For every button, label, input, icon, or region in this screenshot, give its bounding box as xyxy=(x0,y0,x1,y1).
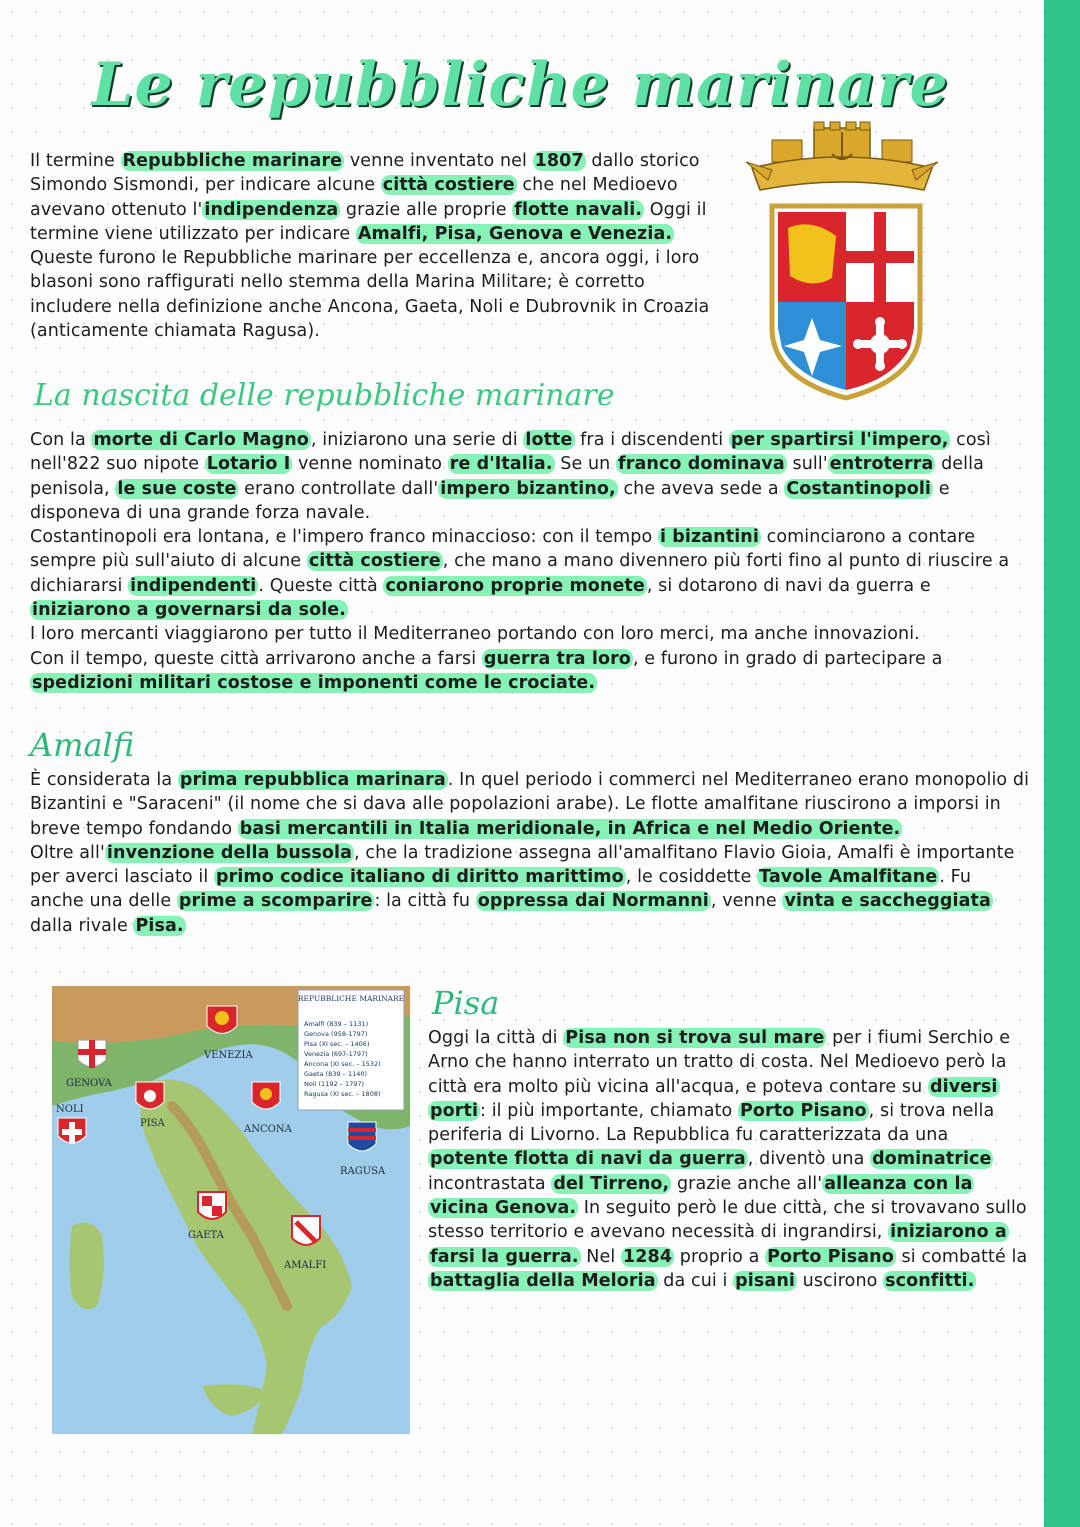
body-text: che aveva sede a xyxy=(617,478,785,499)
body-text: : la città fu xyxy=(374,891,476,912)
body-text: I loro mercanti viaggiarono per tutto il Mediterraneo portando con loro merci, ma anche innovazioni. xyxy=(30,624,920,645)
body-text: , diventò una xyxy=(747,1149,871,1170)
highlighted-text: alleanza con la vicina Genova. xyxy=(430,1173,973,1219)
body-text: . Fu anche una delle xyxy=(30,867,972,912)
svg-text:NOLI: NOLI xyxy=(56,1104,84,1115)
body-text: Se un xyxy=(554,454,617,475)
intro-paragraph xyxy=(30,149,715,343)
body-text: uscirono xyxy=(796,1270,884,1291)
map-maritime-republics xyxy=(52,986,410,1434)
body-text: : il più importante, chiamato xyxy=(480,1100,738,1121)
amalfi-paragraph xyxy=(30,768,1030,938)
body-text: venne inventato nel xyxy=(344,151,533,171)
body-text: dallo storico Simondo Sismondi, per indicare alcune xyxy=(30,151,700,196)
legend-item: Pisa (XI sec. – 1406) xyxy=(304,1040,370,1048)
highlighted-text: flotte navali. xyxy=(514,199,643,220)
body-text: , si trova nella periferia di Livorno. La Repubblica fu caratterizzata da una xyxy=(428,1100,995,1146)
highlighted-text: Amalfi, Pisa, Genova e Venezia. xyxy=(357,223,673,244)
naval-crown xyxy=(746,122,938,190)
body-text: che nel Medioevo avevano ottenuto l' xyxy=(30,175,678,220)
body-text: . In quel periodo i commerci nel Mediterraneo erano monopolio di Bizantini e "Saraceni" (il nome che si dava alle popolazioni arabe). Le flotte amalfitane riuscirono a imporsi in breve tempo fondando xyxy=(30,770,1030,839)
highlighted-text: indipendenza xyxy=(204,199,339,220)
body-text: grazie alle proprie xyxy=(340,199,513,220)
body-text: incontrastata xyxy=(428,1173,552,1194)
section-heading-nascita: La nascita delle repubbliche marinare xyxy=(34,378,615,413)
highlighted-text: 1807 xyxy=(534,151,584,171)
decorative-side-bar xyxy=(1044,0,1080,1527)
map-legend xyxy=(298,990,404,1110)
highlighted-text: franco dominava xyxy=(618,454,785,475)
highlighted-text: re d'Italia. xyxy=(449,454,553,475)
legend-item: Noli (1192 – 1797) xyxy=(304,1080,365,1088)
legend-title: REPUBBLICHE MARINARE xyxy=(297,994,405,1003)
highlighted-text: vinta e saccheggiata xyxy=(784,891,991,912)
highlighted-text: iniziarono a governarsi da sole. xyxy=(32,600,347,621)
legend-item: Venezia (697-1797) xyxy=(304,1050,368,1058)
highlighted-text: Porto Pisano xyxy=(739,1100,867,1121)
highlighted-text: Costantinopoli xyxy=(786,478,932,499)
highlighted-text: Pisa. xyxy=(135,915,184,936)
body-text: , le cosiddette xyxy=(625,867,758,888)
highlighted-text: iniziarono a farsi la guerra. xyxy=(430,1222,1007,1267)
body-text: Nel xyxy=(580,1246,621,1267)
body-text: grazie anche all' xyxy=(671,1173,823,1194)
shield xyxy=(772,206,920,398)
section-heading-amalfi: Amalfi xyxy=(30,726,135,764)
highlighted-text: battaglia della Meloria xyxy=(430,1270,656,1291)
highlighted-text: prima repubblica marinara xyxy=(179,770,446,790)
highlighted-text: per spartirsi l'impero, xyxy=(730,430,949,450)
highlighted-text: del Tirreno, xyxy=(553,1173,670,1194)
navy-coat-of-arms xyxy=(742,118,942,403)
highlighted-text: Porto Pisano xyxy=(767,1246,894,1267)
pisa-paragraph xyxy=(428,1026,1028,1293)
body-text: Con la xyxy=(30,430,92,450)
highlighted-text: diversi porti xyxy=(430,1076,998,1121)
map-city-noli xyxy=(56,1104,86,1144)
highlighted-text: potente flotta di navi da guerra xyxy=(430,1149,746,1170)
body-text: Oggi il termine viene utilizzato per indicare xyxy=(30,199,707,244)
highlighted-text: entroterra xyxy=(829,454,934,475)
section-heading-pisa: Pisa xyxy=(432,984,500,1022)
highlighted-text: indipendenti xyxy=(130,575,257,596)
legend-item: Amalfi (839 – 1131) xyxy=(304,1020,369,1028)
highlighted-text: i bizantini xyxy=(659,527,759,548)
body-text: , venne xyxy=(710,891,783,912)
body-text: così nell'822 suo nipote xyxy=(30,430,991,475)
svg-text:GAETA: GAETA xyxy=(188,1230,224,1241)
body-text: da cui i xyxy=(657,1270,734,1291)
body-text: In seguito però le due città, che si trovavano sullo stesso territorio e avevano necessità di ingrandirsi, xyxy=(428,1198,1027,1243)
svg-text:PISA: PISA xyxy=(140,1118,165,1129)
highlighted-text: primo codice italiano di diritto marittimo xyxy=(215,867,624,888)
svg-text:ANCONA: ANCONA xyxy=(244,1124,292,1135)
body-text: venne nominato xyxy=(292,454,448,475)
highlighted-text: prime a scomparire xyxy=(178,891,373,912)
body-text: proprio a xyxy=(674,1246,766,1267)
highlighted-text: Lotario I xyxy=(206,454,291,475)
legend-item: Gaeta (839 – 1140) xyxy=(304,1070,368,1078)
svg-text:GENOVA: GENOVA xyxy=(66,1078,112,1089)
highlighted-text: morte di Carlo Magno xyxy=(93,430,309,450)
body-text: Costantinopoli era lontana, e l'impero franco minaccioso: con il tempo xyxy=(30,527,658,548)
body-text: erano controllate dall' xyxy=(238,478,439,499)
highlighted-text: le sue coste xyxy=(117,478,237,499)
page-title: Le repubbliche marinare xyxy=(91,50,949,121)
body-text: fra i discendenti xyxy=(574,430,729,450)
body-text: Oltre all' xyxy=(30,842,105,863)
legend-item: Genova (958-1797) xyxy=(304,1030,368,1038)
highlighted-text: spedizioni militari costose e imponenti come le crociate. xyxy=(32,672,596,693)
body-text: Con il tempo, queste città arrivarono anche a farsi xyxy=(30,648,482,669)
highlighted-text: pisani xyxy=(735,1270,795,1291)
highlighted-text: oppressa dai Normanni xyxy=(477,891,709,912)
highlighted-text: città costiere xyxy=(382,175,515,196)
body-text: sull' xyxy=(786,454,828,475)
svg-text:RAGUSA: RAGUSA xyxy=(340,1166,386,1177)
nascita-paragraph xyxy=(30,428,1030,695)
body-text: È considerata la xyxy=(30,770,178,790)
body-text: , che la tradizione assegna all'amalfitano Flavio Gioia, Amalfi è importante per averci lasciato il xyxy=(30,842,1015,888)
highlighted-text: Tavole Amalfitane xyxy=(759,867,938,888)
highlighted-text: città costiere xyxy=(308,551,441,572)
body-text: Queste furono le Repubbliche marinare per eccellenza e, ancora oggi, i loro blasoni sono raffigurati nello stemma della Marina Militare; è corretto includere nella definizione anche Ancona, Gaeta, Noli e Dubrovnik in Croazia (anticamente chiamata Ragusa). xyxy=(30,248,710,342)
body-text: , e furono in grado di partecipare a xyxy=(632,648,943,669)
highlighted-text: Pisa non si trova sul mare xyxy=(565,1028,825,1048)
highlighted-text: basi mercantili in Italia meridionale, in Africa e nel Medio Oriente. xyxy=(239,818,901,839)
highlighted-text: Repubbliche marinare xyxy=(122,151,343,171)
body-text: , iniziarono una serie di xyxy=(310,430,524,450)
legend-item: Ragusa (XI sec. – 1808) xyxy=(304,1090,381,1098)
highlighted-text: 1284 xyxy=(623,1246,673,1267)
body-text: si combatté la xyxy=(895,1246,1028,1267)
svg-text:AMALFI: AMALFI xyxy=(284,1260,327,1271)
body-text: Il termine xyxy=(30,151,121,171)
body-text: , si dotarono di navi da guerra e xyxy=(646,575,931,596)
body-text: cominciarono a contare sempre più sull'aiuto di alcune xyxy=(30,527,976,572)
body-text: . Queste città xyxy=(258,575,384,596)
body-text: , che mano a mano divennero più forti fino al punto di riuscire a dichiararsi xyxy=(30,551,1010,596)
highlighted-text: coniarono proprie monete xyxy=(385,575,645,596)
body-text: Oggi la città di xyxy=(428,1028,564,1048)
highlighted-text: invenzione della bussola xyxy=(106,842,353,863)
legend-item: Ancona (XI sec. – 1532) xyxy=(304,1060,381,1068)
highlighted-text: guerra tra loro xyxy=(483,648,631,669)
highlighted-text: dominatrice xyxy=(872,1149,992,1170)
svg-text:VENEZIA: VENEZIA xyxy=(204,1050,253,1061)
highlighted-text: impero bizantino, xyxy=(440,478,616,499)
highlighted-text: sconfitti. xyxy=(885,1270,975,1291)
body-text: della penisola, xyxy=(30,454,984,499)
body-text: dalla rivale xyxy=(30,915,134,936)
highlighted-text: lotte xyxy=(525,430,573,450)
body-text: per i fiumi Serchio e Arno che hanno interrato un tratto di costa. Nel Medioevo però la città era molto più vicina all'acqua, e poteva contare su xyxy=(428,1028,1011,1097)
body-text: e disponeva di una grande forza navale. xyxy=(30,478,950,523)
